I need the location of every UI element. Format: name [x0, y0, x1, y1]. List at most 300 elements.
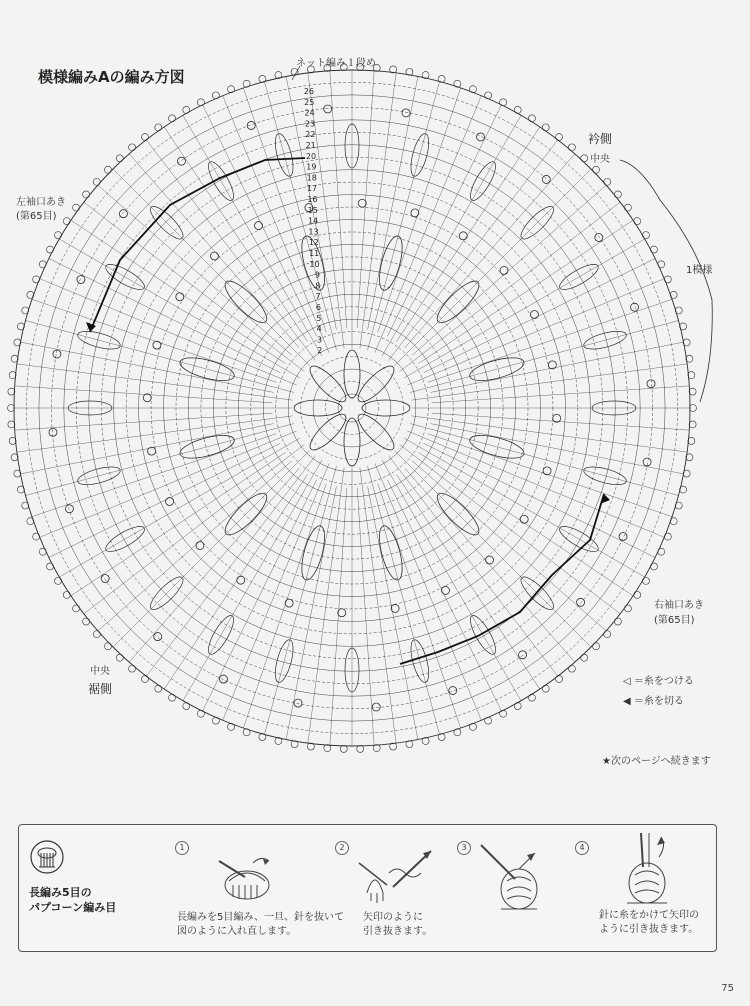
legend-cut-text: ＝糸を切る — [633, 696, 684, 707]
chart-title: 模様編みAの編み方図 — [38, 68, 185, 86]
picot-edge — [688, 372, 695, 379]
stitch-spoke — [330, 71, 347, 328]
picot-edge — [634, 218, 641, 225]
picot-edge — [33, 533, 40, 540]
picot-edge — [197, 710, 204, 717]
popcorn-stitch — [77, 275, 85, 283]
row-number: 6 — [315, 303, 321, 312]
picot-edge — [690, 405, 697, 412]
round-ring — [326, 382, 379, 435]
picot-edge — [9, 372, 16, 379]
row-number: 25 — [304, 97, 315, 107]
picot-edge — [500, 99, 507, 106]
picot-edge — [197, 99, 204, 106]
stitch-spoke — [59, 239, 300, 378]
step-1-text-2: 図のように入れ直します。 — [177, 926, 297, 937]
legend-attach — [623, 672, 694, 687]
popcorn-stitch — [324, 105, 332, 113]
row-number: 5 — [316, 313, 322, 323]
picot-edge — [33, 276, 40, 283]
picot-edge — [63, 591, 70, 598]
center-petal — [362, 400, 410, 416]
popcorn-stitch — [143, 394, 151, 402]
picot-edge — [243, 729, 250, 736]
stitch-spoke — [396, 127, 539, 342]
picot-edge — [642, 577, 649, 584]
popcorn-symbol-icon — [29, 839, 65, 875]
collar-center-label: 中央 — [590, 154, 610, 165]
picot-edge — [17, 323, 24, 330]
step-2-number: 2 — [335, 841, 349, 855]
center-petal — [344, 350, 360, 398]
stitch-spoke — [49, 443, 280, 557]
picot-edge — [8, 388, 15, 395]
row-number: 23 — [304, 119, 316, 129]
picot-edge — [340, 745, 347, 752]
picot-edge — [675, 502, 682, 509]
stitch-spoke — [368, 76, 418, 329]
row-number: 2 — [317, 346, 323, 356]
picot-edge — [357, 745, 364, 752]
picot-edge — [14, 470, 21, 477]
picot-edge — [228, 86, 235, 93]
stitch-spoke — [71, 452, 286, 595]
picot-edge — [14, 339, 21, 346]
picot-edge — [169, 694, 176, 701]
net-row-1-label: ネット編み１段め — [296, 58, 376, 69]
picot-edge — [500, 710, 507, 717]
picot-edge — [93, 178, 100, 185]
stitch-spoke — [84, 445, 305, 614]
picot-edge — [568, 665, 575, 672]
row-number: 15 — [307, 205, 318, 215]
stitch-spoke — [400, 445, 621, 614]
legend-cut — [623, 692, 684, 707]
picot-edge — [73, 204, 80, 211]
picot-edge — [680, 486, 687, 493]
popcorn-stitch — [372, 703, 380, 711]
picot-edge — [259, 75, 266, 82]
picot-edge — [47, 246, 54, 253]
stitch-spoke — [407, 431, 664, 537]
popcorn-stitch — [619, 533, 627, 541]
picot-edge — [63, 218, 70, 225]
popcorn-stitch — [119, 210, 127, 218]
popcorn-stitch — [441, 586, 449, 594]
popcorn-stitch — [154, 633, 162, 641]
stitch-spoke — [203, 480, 317, 711]
picot-edge — [129, 144, 136, 151]
picot-edge — [422, 72, 429, 79]
center-petal — [353, 409, 398, 454]
step-4-text-1: 針に糸をかけて矢印の — [599, 910, 699, 921]
right-sleeve-stitch: (第65目) — [654, 615, 695, 626]
step-3-illustration — [471, 839, 561, 919]
picot-edge — [129, 665, 136, 672]
row-number: 22 — [305, 130, 316, 140]
legend-attach-text: ＝糸をつける — [633, 676, 694, 687]
picot-edge — [55, 232, 62, 239]
popcorn-stitch — [338, 609, 346, 617]
picot-edge — [212, 717, 219, 724]
picot-edge — [485, 717, 492, 724]
popcorn-stitch — [519, 651, 527, 659]
stitch-spoke — [84, 202, 305, 371]
picot-edge — [155, 685, 162, 692]
center-petal — [305, 361, 350, 406]
row-number: 17 — [306, 184, 318, 194]
center-petal — [344, 418, 360, 466]
picot-edge — [183, 106, 190, 113]
popcorn-stitch — [358, 199, 366, 207]
popcorn-stitch — [500, 266, 508, 274]
left-sleeve-label: 左袖口あき — [16, 197, 66, 208]
stitch-spoke — [394, 450, 591, 647]
picot-edge — [116, 654, 123, 661]
picot-edge — [228, 723, 235, 730]
left-sleeve-line — [90, 158, 305, 332]
picot-edge — [243, 80, 250, 87]
picot-edge — [169, 115, 176, 122]
picot-edge — [683, 339, 690, 346]
row-number: 26 — [303, 87, 314, 96]
picot-edge — [438, 734, 445, 741]
popcorn-stitch — [153, 341, 161, 349]
stitch-spoke — [15, 386, 272, 403]
cut-yarn-marker — [600, 494, 610, 504]
stitch-spoke — [382, 460, 521, 701]
picot-edge — [47, 563, 54, 570]
picot-edge — [469, 723, 476, 730]
picot-edge — [8, 421, 15, 428]
popcorn-stitch — [459, 232, 467, 240]
picot-edge — [17, 486, 24, 493]
picot-edge — [406, 68, 413, 75]
row-number: 14 — [308, 216, 319, 226]
hem-side-label: 裾側 — [88, 682, 113, 696]
picot-edge — [9, 437, 16, 444]
row-number: 19 — [306, 162, 317, 172]
popcorn-stitch — [210, 252, 218, 260]
stitch-spoke — [378, 88, 461, 332]
picot-edge — [634, 591, 641, 598]
picot-edge — [542, 124, 549, 131]
stitch-spoke — [368, 466, 440, 735]
stitch-spoke — [419, 220, 634, 363]
popcorn-stitch — [486, 556, 494, 564]
popcorn-stitch — [49, 428, 57, 436]
stitch-spoke — [394, 169, 591, 366]
picot-edge — [22, 502, 29, 509]
stitch-spoke — [419, 452, 634, 595]
stitch-spoke — [424, 443, 655, 557]
page-number: 75 — [721, 983, 734, 994]
popcorn-stitch — [166, 497, 174, 505]
stitch-spoke — [428, 434, 672, 517]
popcorn-stitch — [647, 380, 655, 388]
picot-edge — [390, 743, 397, 750]
picot-edge — [670, 291, 677, 298]
picot-edge — [614, 191, 621, 198]
row-number: 8 — [315, 281, 321, 291]
row-number: 7 — [315, 292, 321, 302]
popcorn-stitch — [548, 361, 556, 369]
popcorn-stitch — [176, 293, 184, 301]
step-3-number: 3 — [457, 841, 471, 855]
picot-edge — [686, 454, 693, 461]
stitch-spoke — [410, 424, 679, 496]
symbol-name-line2: パプコーン編み目 — [29, 901, 117, 914]
step-4-illustration — [601, 831, 691, 909]
round-ring — [313, 369, 391, 447]
picot-edge — [422, 737, 429, 744]
stitch-spoke — [146, 456, 315, 677]
row-number: 20 — [305, 151, 317, 161]
popcorn-stitch — [542, 175, 550, 183]
stitch-spoke — [59, 438, 300, 577]
picot-edge — [642, 232, 649, 239]
one-pattern-label: 1模様 — [686, 265, 713, 276]
picot-edge — [528, 115, 535, 122]
row-number: 13 — [308, 227, 319, 237]
step-2-text-1: 矢印のように — [363, 912, 423, 923]
picot-edge — [568, 144, 575, 151]
stitch-spoke — [26, 321, 295, 393]
step-1-illustration — [209, 845, 289, 905]
picot-edge — [141, 134, 148, 141]
picot-edge — [485, 92, 492, 99]
popcorn-stitch — [391, 604, 399, 612]
step-2-text-2: 引き抜きます。 — [363, 926, 433, 937]
stitch-spoke — [49, 259, 280, 373]
popcorn-stitch — [196, 542, 204, 550]
center-petal — [305, 409, 350, 454]
cut-yarn-icon: ◀ — [623, 696, 631, 707]
picot-edge — [324, 745, 331, 752]
picot-edge — [670, 518, 677, 525]
row-number: 21 — [305, 141, 316, 150]
step-1-number: 1 — [175, 841, 189, 855]
stitch-spoke — [26, 424, 295, 496]
popcorn-stitch — [477, 133, 485, 141]
picot-edge — [581, 155, 588, 162]
stitch-spoke — [203, 105, 320, 336]
picot-edge — [183, 703, 190, 710]
picot-edge — [155, 124, 162, 131]
picot-edge — [683, 470, 690, 477]
step-1-text-1: 長編みを5目編み、一旦、針を抜いて — [177, 912, 344, 923]
stitch-spoke — [265, 82, 337, 351]
stitch-spoke — [411, 364, 687, 400]
stitch-spoke — [17, 364, 293, 400]
picot-edge — [664, 276, 671, 283]
stitch-spoke — [375, 96, 481, 353]
picot-edge — [688, 437, 695, 444]
picot-edge — [116, 155, 123, 162]
popcorn-stitch — [247, 121, 255, 129]
stitch-spoke — [32, 434, 276, 517]
stitch-spoke — [286, 486, 336, 739]
picot-edge — [680, 323, 687, 330]
popcorn-stitch — [177, 157, 185, 165]
stitch-spoke — [430, 424, 683, 474]
stitch-explanation-box — [18, 824, 717, 952]
continued-note: ★次のページへ続きます — [602, 756, 711, 767]
stitch-spoke — [387, 105, 501, 336]
picot-edge — [438, 75, 445, 82]
row-number: 16 — [307, 195, 318, 204]
right-sleeve-label: 右袖口あき — [654, 600, 704, 611]
popcorn-stitch — [577, 598, 585, 606]
picot-edge — [593, 166, 600, 173]
stitch-spoke — [368, 486, 418, 739]
stitch-spoke — [20, 342, 273, 392]
picot-edge — [675, 307, 682, 314]
stitch-spoke — [357, 71, 374, 328]
stitch-spoke — [404, 239, 645, 378]
picot-edge — [514, 703, 521, 710]
stitch-spoke — [223, 463, 329, 720]
popcorn-stitch — [631, 303, 639, 311]
picot-edge — [275, 72, 282, 79]
stitch-spoke — [368, 82, 440, 351]
stitch-spoke — [40, 431, 297, 537]
row-number: 4 — [316, 324, 322, 334]
round-ring — [301, 357, 404, 460]
stitch-spoke — [113, 450, 310, 647]
picot-edge — [39, 261, 46, 268]
stitch-spoke — [71, 220, 286, 363]
stitch-spoke — [407, 279, 664, 385]
stitch-spoke — [389, 140, 558, 361]
picot-edge — [604, 631, 611, 638]
picot-edge — [27, 518, 34, 525]
picot-edge — [373, 745, 380, 752]
picot-edge — [93, 631, 100, 638]
popcorn-stitch — [101, 575, 109, 583]
center-petal — [353, 361, 398, 406]
stitch-spoke — [330, 488, 347, 745]
stitch-spoke — [164, 475, 307, 690]
picot-edge — [104, 643, 111, 650]
picot-edge — [686, 355, 693, 362]
picot-edge — [259, 734, 266, 741]
stitch-spoke — [183, 460, 322, 701]
stitch-spoke — [308, 467, 344, 743]
attach-yarn-icon: ◁ — [623, 676, 631, 687]
picot-edge — [141, 675, 148, 682]
picot-edge — [390, 66, 397, 73]
popcorn-stitch — [65, 505, 73, 513]
symbol-name-line1: 長編み5目の — [29, 886, 92, 899]
stitch-spoke — [389, 456, 558, 677]
row-number: 9 — [314, 270, 320, 280]
row-number: 3 — [316, 335, 323, 345]
stitch-spoke — [404, 438, 645, 577]
popcorn-stitch — [285, 599, 293, 607]
picot-edge — [406, 741, 413, 748]
step-4-text-2: ように引き抜きます。 — [599, 924, 699, 935]
popcorn-stitch — [520, 515, 528, 523]
stitch-spoke — [183, 115, 322, 356]
picot-edge — [8, 405, 15, 412]
picot-edge — [22, 307, 29, 314]
step-4-number: 4 — [575, 841, 589, 855]
picot-edge — [689, 421, 696, 428]
picot-edge — [658, 548, 665, 555]
symbol-name — [29, 885, 116, 915]
popcorn-stitch — [148, 447, 156, 455]
stitch-spoke — [265, 466, 337, 735]
picot-edge — [614, 618, 621, 625]
stitch-spoke — [382, 115, 521, 356]
row-number: 11 — [309, 249, 320, 258]
stitch-spoke — [428, 299, 672, 382]
popcorn-stitch — [237, 576, 245, 584]
picot-edge — [650, 563, 657, 570]
stitch-spoke — [20, 424, 273, 474]
stitch-spoke — [396, 475, 539, 690]
stitch-spoke — [430, 342, 683, 392]
popcorn-stitch — [255, 222, 263, 230]
popcorn-stitch — [411, 209, 419, 217]
stitch-spoke — [387, 480, 501, 711]
row-number: 24 — [304, 108, 315, 118]
center-petal — [294, 400, 342, 416]
collar-side-label: 衿側 — [588, 132, 613, 146]
popcorn-stitch — [402, 109, 410, 117]
picot-edge — [593, 643, 600, 650]
picot-edge — [514, 106, 521, 113]
stitch-spoke — [410, 321, 679, 393]
picot-edge — [556, 134, 563, 141]
picot-edge — [275, 737, 282, 744]
picot-edge — [469, 86, 476, 93]
picot-edge — [39, 548, 46, 555]
picot-edge — [528, 694, 535, 701]
row-number: 18 — [306, 173, 317, 183]
picot-edge — [291, 741, 298, 748]
picot-edge — [604, 178, 611, 185]
stitch-spoke — [400, 202, 621, 371]
stitch-spoke — [432, 413, 689, 430]
picot-edge — [624, 204, 631, 211]
picot-edge — [581, 654, 588, 661]
picot-edge — [11, 454, 18, 461]
stitch-spoke — [32, 299, 276, 382]
popcorn-stitch — [553, 414, 561, 422]
picot-edge — [212, 92, 219, 99]
picot-edge — [664, 533, 671, 540]
picot-edge — [689, 388, 696, 395]
stitch-spoke — [40, 279, 297, 385]
picot-edge — [624, 605, 631, 612]
popcorn-stitch — [219, 675, 227, 683]
stitch-spoke — [375, 463, 481, 720]
picot-edge — [307, 743, 314, 750]
picot-edge — [83, 191, 90, 198]
picot-edge — [658, 261, 665, 268]
stitch-spoke — [113, 169, 310, 366]
stitch-spoke — [432, 386, 689, 403]
stitch-spoke — [424, 259, 655, 373]
stitch-spoke — [243, 484, 326, 728]
hem-center-label: 中央 — [90, 666, 110, 677]
picot-edge — [542, 685, 549, 692]
stitch-spoke — [357, 488, 374, 745]
step-2-illustration — [353, 843, 443, 905]
picot-edge — [650, 246, 657, 253]
